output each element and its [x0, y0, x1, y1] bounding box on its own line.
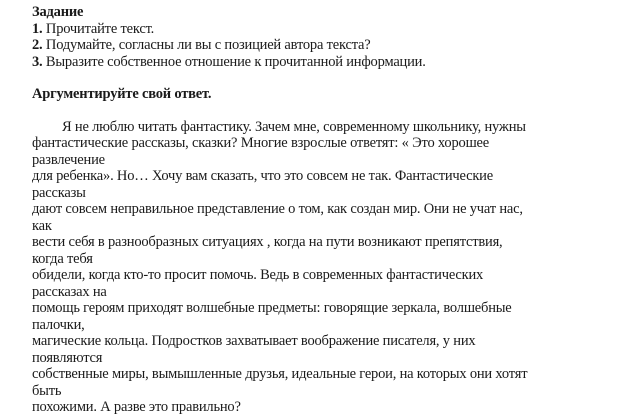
- passage-line: как: [32, 217, 52, 234]
- task-item-number: 3.: [32, 53, 43, 70]
- passage-line: фантастические рассказы, сказки? Многие взрослые ответят: « Это хорошее: [32, 135, 490, 151]
- spacer: [32, 103, 617, 119]
- task-item-text: Подумайте, согласны ли вы с позицией автора текста?: [45, 37, 371, 53]
- task-item-text: Выразите собственное отношение к прочитанной информации.: [45, 53, 426, 70]
- task-heading: Задание: [32, 4, 84, 20]
- task-list: [32, 21, 617, 71]
- passage: [32, 119, 617, 416]
- passage-line: магические кольца. Подростков захватывает воображение писателя, у них: [32, 333, 476, 349]
- document-page: [32, 4, 617, 416]
- passage-line: для ребенка». Но… Хочу вам сказать, что это совсем не так. Фантастические: [32, 168, 493, 184]
- passage-line: дают совсем неправильное представление о том, как создан мир. Они не учат нас,: [32, 201, 523, 217]
- passage-line: развлечение: [32, 151, 105, 168]
- passage-line: когда тебя: [32, 250, 93, 267]
- task-item: [32, 21, 617, 38]
- spacer: [32, 70, 617, 86]
- passage-line: появляются: [32, 349, 103, 366]
- passage-line: вести себя в разнообразных ситуациях , когда на пути возникают препятствия,: [32, 234, 503, 250]
- passage-line: помощь героям приходят волшебные предметы: говорящие зеркала, волшебные: [32, 300, 512, 316]
- task-item: [32, 37, 617, 54]
- task-item-number: 2.: [32, 37, 43, 53]
- passage-line: Я не люблю читать фантастику. Зачем мне, современному школьнику, нужны: [62, 118, 526, 135]
- passage-line: быть: [32, 382, 62, 399]
- passage-line: обидели, когда кто-то просит помочь. Ведь в современных фантастических: [32, 267, 484, 283]
- passage-line: рассказы: [32, 184, 86, 201]
- passage-line: палочки,: [32, 316, 85, 333]
- task-item-number: 1.: [32, 20, 43, 37]
- passage-line: похожими. А разве это правильно?: [32, 399, 241, 415]
- passage-line: собственные миры, вымышленные друзья, идеальные герои, на которых они хотят: [32, 366, 528, 382]
- task-item: [32, 54, 617, 71]
- instruction: Аргументируйте свой ответ.: [32, 86, 212, 102]
- task-item-text: Прочитайте текст.: [45, 20, 155, 37]
- passage-line: рассказах на: [32, 283, 107, 300]
